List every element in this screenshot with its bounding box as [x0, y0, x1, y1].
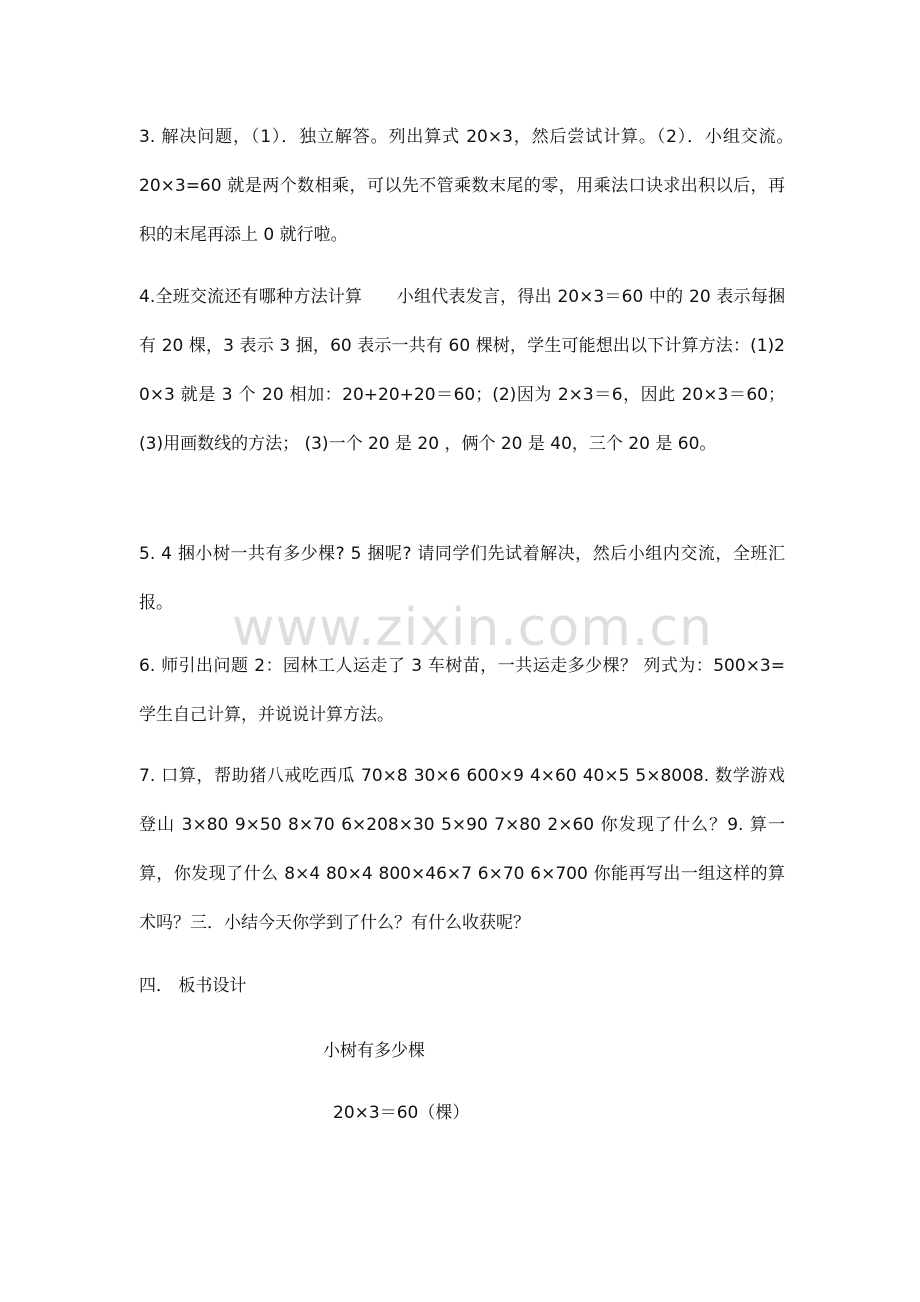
paragraph-7: 7. 口算，帮助猪八戒吃西瓜 70×8 30×6 600×9 4×60 40×5 5×8008. 数学游戏 登山 3×80 9×50 8×70 6×208×30 5×90 7×80 2×60 你发现了什么？9. 算一算，你发现了什么 8×4 80×4 800×46×7 6×70 6×700 你能再写出一组这样的算术吗？三．小结今天你学到了什么？有什么收获呢？ [139, 766, 785, 933]
board-equation: 20×3＝60（棵） [333, 1103, 470, 1123]
paragraph-5: 5. 4 捆小树一共有多少棵? 5 捆呢? 请同学们先试着解决，然后小组内交流，全班汇报。 [139, 544, 785, 613]
board-title: 小树有多少棵 [323, 1041, 425, 1061]
watermark-text: www.zixin.com.cn [232, 598, 713, 658]
paragraph-4: 4.全班交流还有哪种方法计算 小组代表发言，得出 20×3＝60 中的 20 表示每捆有 20 棵，3 表示 3 捆，60 表示一共有 60 棵树，学生可能想出以下计算方法：(1)20×3 就是 3 个 20 相加：20+20+20＝60；(2)因为 2×3＝6，因此 20×3＝60；(3)用画数线的方法； (3)一个 20 是 20 ，俩个 20 是 40，三个 20 是 60。 [139, 287, 785, 454]
paragraph-3: 3. 解决问题，（1）．独立解答。列出算式 20×3，然后尝试计算。（2）．小组交流。 20×3=60 就是两个数相乘，可以先不管乘数末尾的零，用乘法口诀求出积以后，再积的末尾再添上 0 就行啦。 [139, 127, 825, 245]
paragraph-6: 6. 师引出问题 2：园林工人运走了 3 车树苗，一共运走多少棵？ 列式为：500×3= 学生自己计算，并说说计算方法。 [139, 656, 785, 725]
section-heading: 四． 板书设计 [139, 976, 247, 996]
